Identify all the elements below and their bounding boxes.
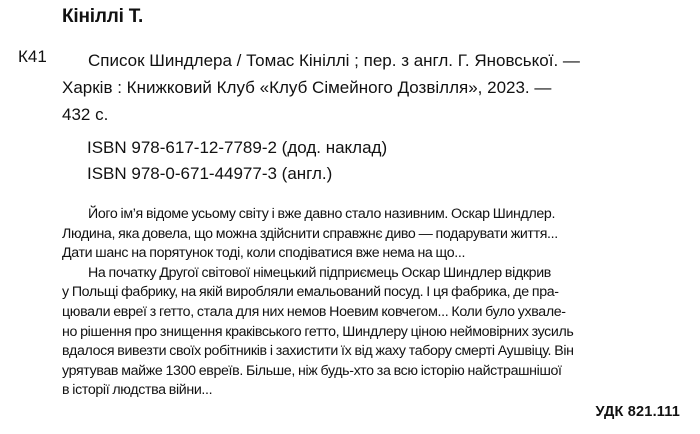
abstract-line: урятував майже 1300 евреїв. Більше, ніж будь-хто за всю історію найстрашнішої — [62, 362, 562, 379]
abstract — [62, 205, 674, 401]
abstract-line: цювали евреї з гетто, стала для них немов Ноевим ковчегом... Коли було ухвале- — [62, 303, 566, 320]
abstract-line: вдалося вивезти своїх робітників і захистити їх від жаху табору смерті Аушвіцу. Він — [62, 343, 574, 360]
bib-line-title: Список Шиндлера / Томас Кініллі ; пер. з англ. Г. Яновської. — — [88, 51, 580, 70]
udc-code: УДК 821.111 — [595, 404, 680, 420]
bib-line-pages: 432 с. — [62, 105, 109, 124]
abstract-line: но рішення про знищення краківського гетто, Шиндлеру ціною неймовірних зусиль — [62, 323, 574, 340]
abstract-line: Дати шанс на порятунок тоді, коли сподіватися вже нема на що... — [62, 245, 466, 262]
abstract-line: На початку Другої світової німецький підприємець Оскар Шиндлер відкрив — [88, 264, 551, 281]
author-heading: Кініллі Т. — [62, 6, 144, 27]
abstract-line: в історії людства війни... — [62, 382, 213, 399]
bibliographic-record — [62, 47, 674, 128]
bib-line-publisher: Харків : Книжковий Клуб «Клуб Сімейного Дозвілля», 2023. — — [62, 78, 552, 97]
abstract-line: у Польщі фабрику, на якій виробляли емальований посуд. І ця фабрика, де пра- — [62, 284, 559, 301]
abstract-line: Людина, яка довела, що можна здійснити справжнє диво — подарувати життя... — [62, 225, 558, 242]
isbn-block — [87, 135, 387, 187]
shelf-mark: К41 — [18, 47, 47, 66]
isbn-line: ISBN 978-617-12-7789-2 (дод. наклад) — [87, 138, 388, 157]
isbn-line: ISBN 978-0-671-44977-3 (англ.) — [87, 164, 333, 183]
abstract-line: Його ім’я відоме усьому світу і вже давно стало називним. Оскар Шиндлер. — [88, 206, 556, 222]
